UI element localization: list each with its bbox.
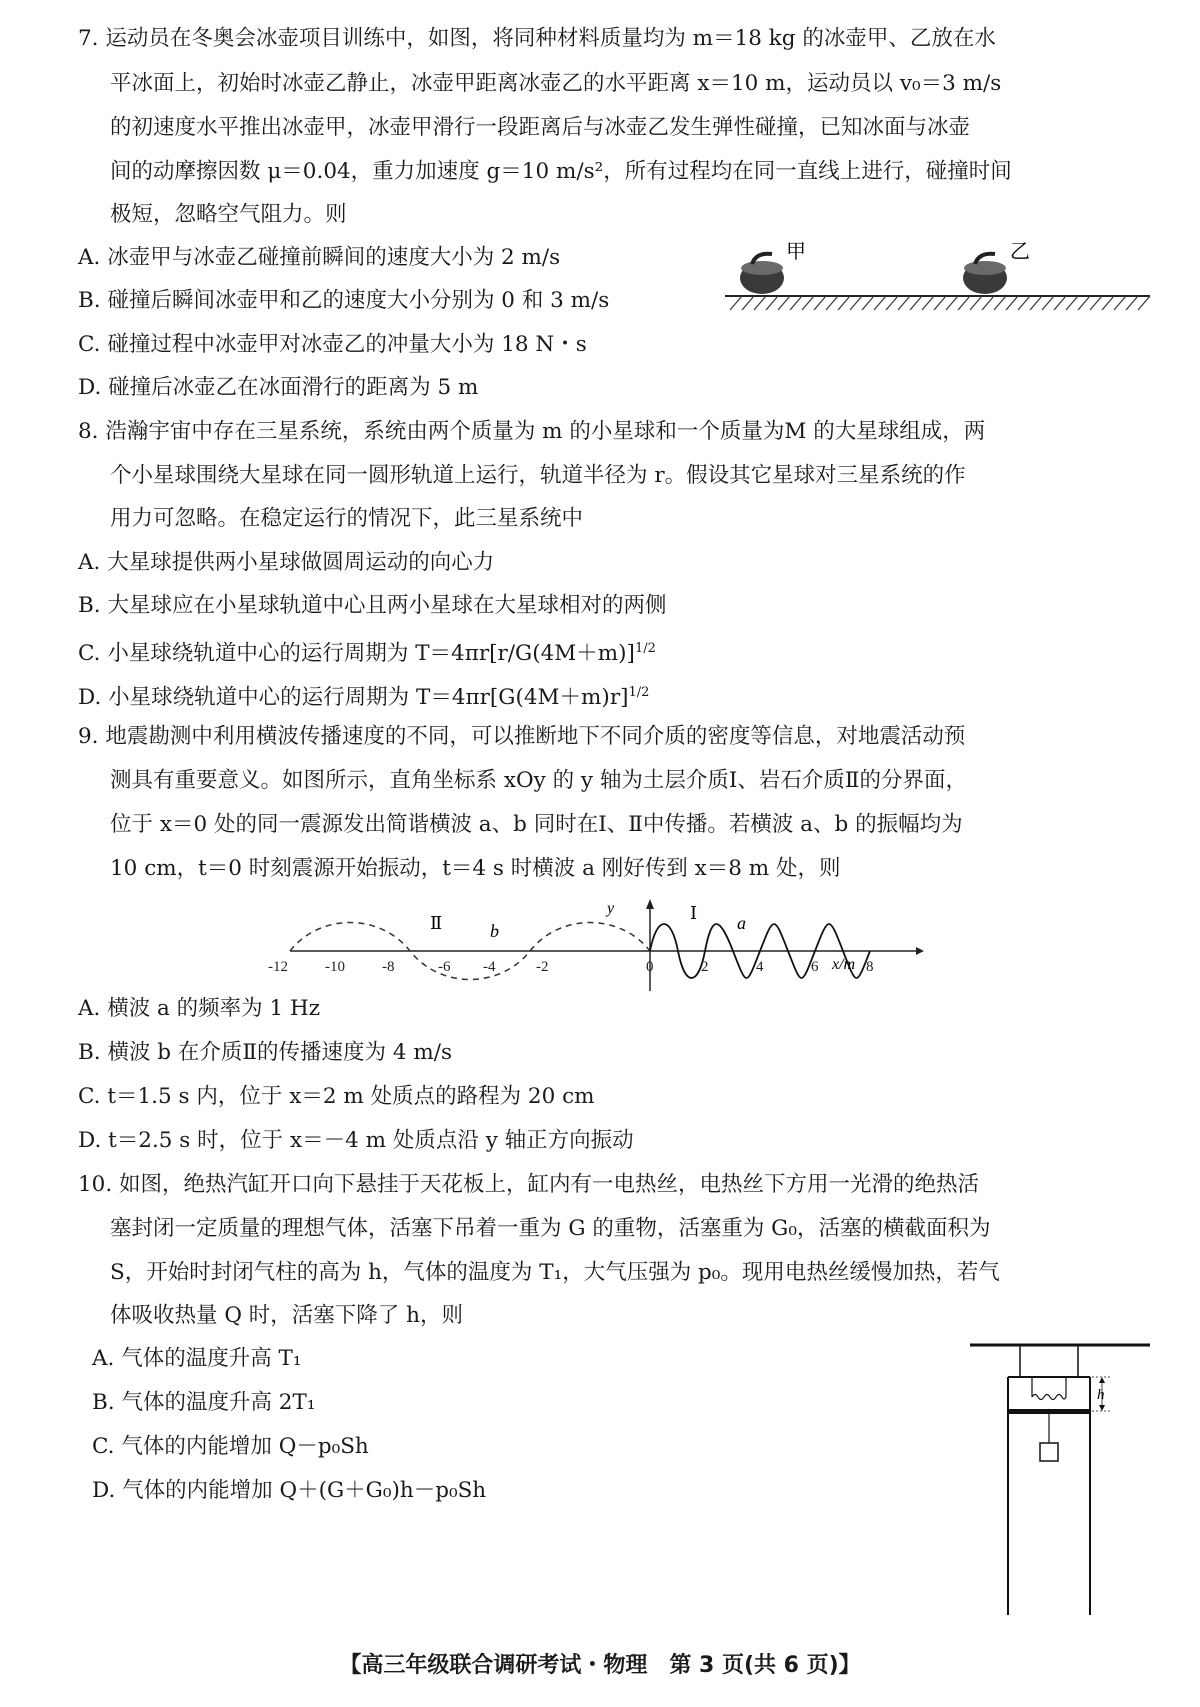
height-label: h [1097, 1387, 1105, 1403]
piston [1009, 1409, 1089, 1414]
q8-option-d: D. 小星球绕轨道中心的运行周期为 $T=4\pi r[G(4M+m)r]^{1/2}$ [78, 685, 650, 711]
q7-line: 的初速度水平推出冰壶甲，冰壶甲滑行一段距离后与冰壶乙发生弹性碰撞，已知冰面与冰壶 [110, 115, 971, 140]
tick-label: 6 [811, 959, 819, 975]
q10-line: 塞封闭一定质量的理想气体，活塞下吊着一重为 G 的重物，活塞重为 G₀，活塞的横截面积为 [110, 1216, 991, 1241]
tick-label: 0 [646, 959, 654, 975]
q10-line: 体吸收热量 Q 时，活塞下降了 h，则 [110, 1303, 463, 1328]
q9-line: 10 cm，t＝0 时刻震源开始振动，t＝4 s 时横波 a 刚好传到 x＝8 m 处，则 [110, 856, 841, 881]
curling-figure [720, 238, 1160, 318]
tick-label: -10 [325, 959, 345, 975]
q8-line: 用力可忽略。在稳定运行的情况下，此三星系统中 [110, 506, 584, 531]
q7-option-a: A. 冰壶甲与冰壶乙碰撞前瞬间的速度大小为 2 m/s [78, 245, 561, 270]
cylinder-figure [960, 1325, 1160, 1625]
y-axis-label: y [607, 900, 615, 917]
heater-coil-icon [1032, 1395, 1066, 1400]
wave-figure [268, 895, 920, 995]
q9-option-a: A. 横波 a 的频率为 1 Hz [78, 996, 321, 1021]
q9-option-b: B. 横波 b 在介质Ⅱ的传播速度为 4 m/s [78, 1040, 453, 1065]
page-footer: 【高三年级联合调研考试・物理 第 3 页(共 6 页)】 [339, 1653, 861, 1678]
q7-line: 平冰面上，初始时冰壶乙静止，冰壶甲距离冰壶乙的水平距离 x＝10 m，运动员以 v₀＝3 m/s [110, 71, 1002, 96]
q8-option-c: C. 小星球绕轨道中心的运行周期为 $T=4\pi r[r/G(4M+m)]^{1/2}$ [78, 641, 656, 667]
tick-label: 2 [701, 959, 709, 975]
tick-label: -12 [268, 959, 288, 975]
q10-option-a: A. 气体的温度升高 T₁ [92, 1346, 302, 1371]
q10-option-d: D. 气体的内能增加 Q＋(G＋G₀)h－p₀Sh [92, 1478, 487, 1503]
q7-option-c: C. 碰撞过程中冰壶甲对冰壶乙的冲量大小为 18 N・s [78, 332, 587, 357]
weight-box [1040, 1443, 1058, 1461]
q7-option-d: D. 碰撞后冰壶乙在冰面滑行的距离为 5 m [78, 375, 479, 400]
tick-label: -6 [438, 959, 451, 975]
q8-line: 8. 浩瀚宇宙中存在三星系统，系统由两个质量为 m 的小星球和一个质量为M 的大星球组成，两 [78, 419, 986, 444]
q9-option-d: D. t＝2.5 s 时，位于 x＝－4 m 处质点沿 y 轴正方向振动 [78, 1128, 634, 1153]
q7-option-b: B. 碰撞后瞬间冰壶甲和乙的速度大小分别为 0 和 3 m/s [78, 288, 610, 313]
stone-label-yi: 乙 [1010, 241, 1030, 263]
q9-line: 9. 地震勘测中利用横波传播速度的不同，可以推断地下不同介质的密度等信息，对地震活动预 [78, 724, 966, 749]
exponent: 1/2 [634, 641, 656, 656]
q10-option-c: C. 气体的内能增加 Q－p₀Sh [92, 1434, 369, 1459]
q8-option-b: B. 大星球应在小星球轨道中心且两小星球在大星球相对的两侧 [78, 593, 667, 618]
q7-line: 7. 运动员在冬奥会冰壶项目训练中，如图，将同种材料质量均为 m＝18 kg 的冰壶甲、乙放在水 [78, 26, 996, 51]
q7-line: 极短，忽略空气阻力。则 [110, 202, 347, 227]
q8-line: 个小星球围绕大星球在同一圆形轨道上运行，轨道半径为 r。假设其它星球对三星系统的作 [110, 463, 966, 488]
curling-stone-icon [740, 254, 784, 294]
medium-2-label: Ⅱ [430, 913, 443, 933]
tick-label: 8 [866, 959, 874, 975]
q9-line: 测具有重要意义。如图所示，直角坐标系 xOy 的 y 轴为土层介质Ⅰ、岩石介质Ⅱ的分界面， [110, 768, 967, 793]
wave-b-label: b [490, 921, 499, 941]
tick-label: -2 [536, 959, 549, 975]
x-axis-label: x/m [832, 956, 856, 973]
curling-stone-icon [963, 254, 1007, 294]
wave-a-label: a [737, 913, 746, 933]
stone-label-jia: 甲 [786, 241, 806, 263]
q8-option-a: A. 大星球提供两小星球做圆周运动的向心力 [78, 550, 495, 575]
tick-label: -8 [382, 959, 395, 975]
q10-option-b: B. 气体的温度升高 2T₁ [92, 1390, 316, 1415]
q9-option-c: C. t＝1.5 s 内，位于 x＝2 m 处质点的路程为 20 cm [78, 1084, 595, 1109]
q10-line: S，开始时封闭气柱的高为 h，气体的温度为 T₁，大气压强为 p₀。现用电热丝缓慢加热，若气 [110, 1260, 1000, 1285]
exponent: 1/2 [628, 685, 650, 700]
tick-label: -4 [483, 959, 496, 975]
q9-line: 位于 x＝0 处的同一震源发出简谐横波 a、b 同时在Ⅰ、Ⅱ中传播。若横波 a、b 的振幅均为 [110, 812, 963, 837]
q7-line: 间的动摩擦因数 μ＝0.04，重力加速度 g＝10 m/s²，所有过程均在同一直线上进行，碰撞时间 [110, 159, 1012, 184]
tick-label: 4 [756, 959, 764, 975]
q10-line: 10. 如图，绝热汽缸开口向下悬挂于天花板上，缸内有一电热丝，电热丝下方用一光滑的绝热活 [78, 1172, 980, 1197]
medium-1-label: Ⅰ [690, 903, 698, 923]
